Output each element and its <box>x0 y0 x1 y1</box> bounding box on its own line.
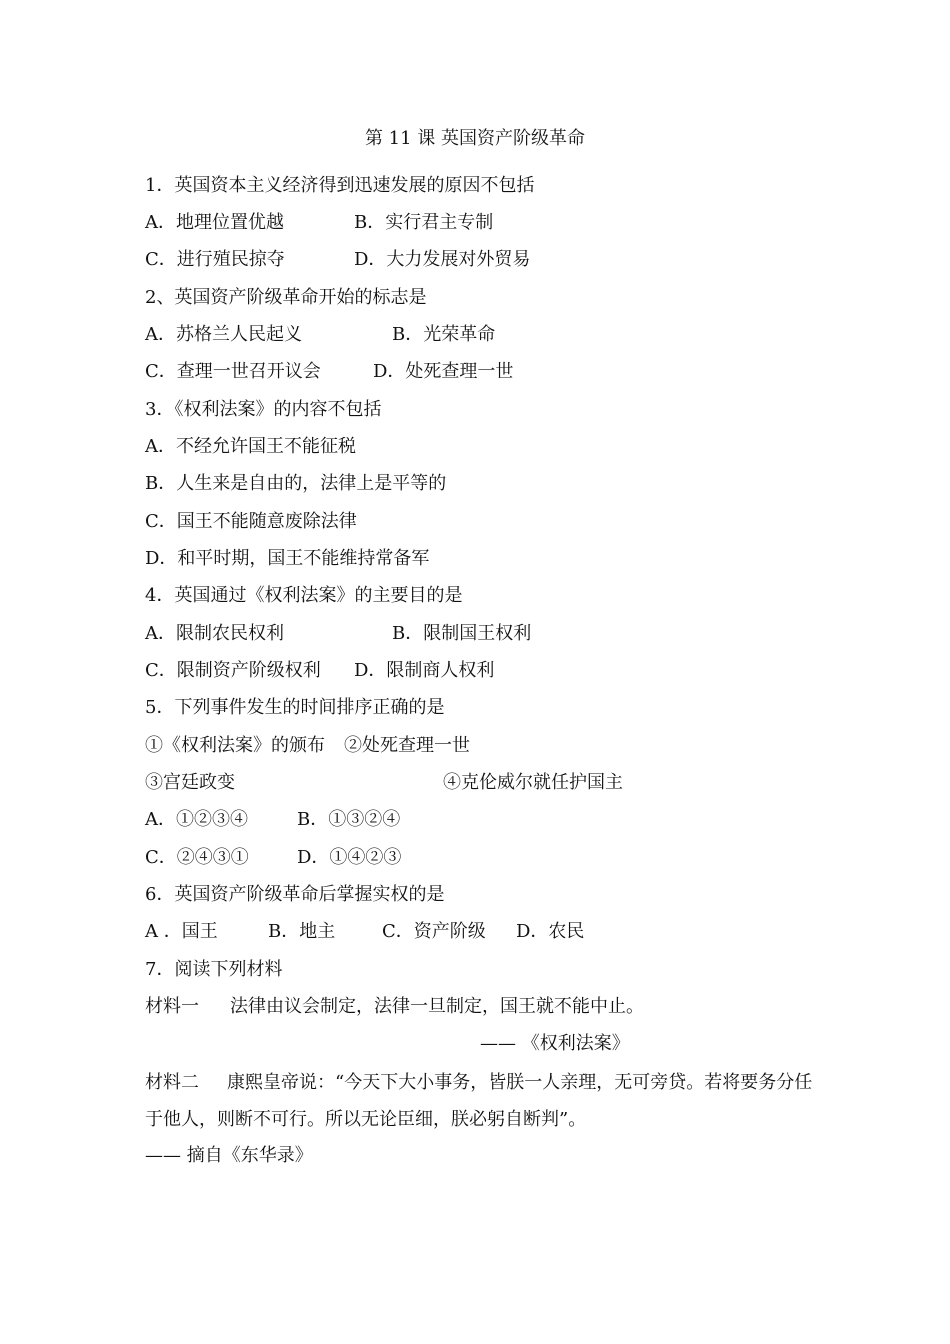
q5-option-d: D．①④②③ <box>297 847 402 868</box>
question-5-stem: 5．下列事件发生的时间排序正确的是 <box>145 697 445 718</box>
q5-option-a: A．①②③④ <box>145 809 248 830</box>
q4-option-c: C．限制资产阶级权利 <box>145 660 321 681</box>
q6-option-b: B．地主 <box>268 921 336 942</box>
q3-option-b: B．人生来是自由的，法律上是平等的 <box>145 473 447 494</box>
question-3-stem: 3．《权利法案》的内容不包括 <box>145 399 382 420</box>
page-title: 第 11 课 英国资产阶级革命 <box>364 128 586 149</box>
q2-option-b: B．光荣革命 <box>392 324 496 345</box>
q5-item-1: ①《权利法案》的颁布 <box>145 735 325 756</box>
q3-option-c: C．国王不能随意废除法律 <box>145 511 357 532</box>
q3-option-d: D．和平时期，国王不能维持常备军 <box>145 548 430 569</box>
q5-item-4: ④克伦威尔就任护国主 <box>443 772 623 793</box>
question-7-stem: 7．阅读下列材料 <box>145 959 283 980</box>
question-1-stem: 1．英国资本主义经济得到迅速发展的原因不包括 <box>145 175 535 196</box>
question-4-stem: 4．英国通过《权利法案》的主要目的是 <box>145 585 463 606</box>
q1-option-b: B．实行君主专制 <box>354 212 494 233</box>
question-6-stem: 6．英国资产阶级革命后掌握实权的是 <box>145 884 445 905</box>
material-1-label: 材料一 <box>145 996 199 1017</box>
q4-option-d: D．限制商人权利 <box>354 660 495 681</box>
q1-option-d: D．大力发展对外贸易 <box>354 249 531 270</box>
q1-option-c: C．进行殖民掠夺 <box>145 249 285 270</box>
q6-option-c: C．资产阶级 <box>382 921 486 942</box>
material-2-source: —— 摘自《东华录》 <box>145 1145 313 1166</box>
material-2-text: 康熙皇帝说：“今天下大小事务，皆朕一人亲理，无可旁贷。若将要务分任于他人，则断不可行。所以无论臣细，朕必躬自断判”。 <box>145 1072 813 1130</box>
q5-option-c: C．②④③① <box>145 847 249 868</box>
q2-option-a: A．苏格兰人民起义 <box>145 324 302 345</box>
material-2 <box>145 1064 815 1138</box>
q3-option-a: A．不经允许国王不能征税 <box>145 436 356 457</box>
material-1-source: —— 《权利法案》 <box>480 1033 630 1054</box>
q5-item-3: ③宫廷政变 <box>145 772 235 793</box>
question-2-stem: 2、英国资产阶级革命开始的标志是 <box>145 287 427 308</box>
q4-option-b: B．限制国王权利 <box>392 623 532 644</box>
q5-option-b: B．①③②④ <box>297 809 401 830</box>
q6-option-d: D．农民 <box>516 921 585 942</box>
q2-option-d: D．处死查理一世 <box>373 361 514 382</box>
material-2-label: 材料二 <box>145 1072 199 1093</box>
q1-option-a: A．地理位置优越 <box>145 212 284 233</box>
q2-option-c: C．查理一世召开议会 <box>145 361 321 382</box>
q5-item-2: ②处死查理一世 <box>344 735 470 756</box>
q6-option-a: A ．国王 <box>145 921 218 942</box>
q4-option-a: A．限制农民权利 <box>145 623 284 644</box>
material-1-text: 法律由议会制定，法律一旦制定，国王就不能中止。 <box>230 996 644 1017</box>
